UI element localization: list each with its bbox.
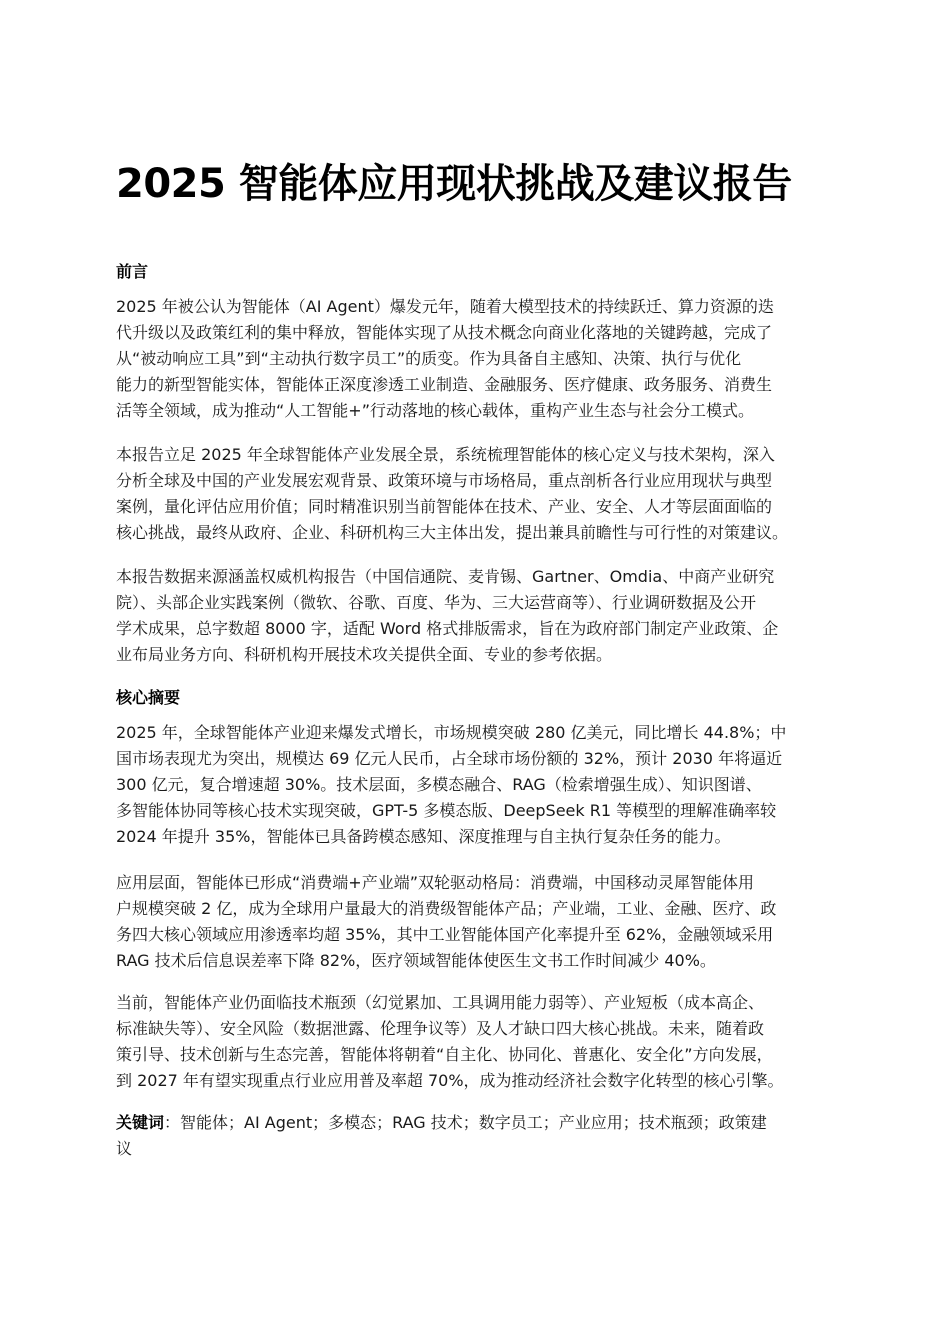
keywords-line: 议 xyxy=(116,1139,133,1158)
text-line: 活等全领域，成为推动“人工智能+”行动落地的核心载体，重构产业生态与社会分工模式。 xyxy=(116,401,754,420)
text-line: 当前，智能体产业仍面临技术瓶颈（幻觉累加、工具调用能力弱等）、产业短板（成本高企、 xyxy=(116,993,765,1012)
text-line: 300 亿元，复合增速超 30%。技术层面，多模态融合、RAG（检索增强生成）、知识图谱、 xyxy=(116,775,762,794)
text-line: 业布局业务方向、科研机构开展技术攻关提供全面、专业的参考依据。 xyxy=(116,645,613,664)
text-line: 案例，量化评估应用价值；同时精准识别当前智能体在技术、产业、安全、人才等层面面临的 xyxy=(116,497,773,516)
keywords-text: 智能体；AI Agent；多模态；RAG 技术；数字员工；产业应用；技术瓶颈；政策建 xyxy=(180,1113,767,1132)
text-line: 代升级以及政策红利的集中释放，智能体实现了从技术概念向商业化落地的关键跨越，完成了 xyxy=(116,323,773,342)
text-line: 2025 年，全球智能体产业迎来爆发式增长，市场规模突破 280 亿美元，同比增长 44.8%；中 xyxy=(116,723,787,742)
text-line: 务四大核心领域应用渗透率均超 35%，其中工业智能体国产化率提升至 62%，金融领域采用 xyxy=(116,925,774,944)
keywords-line xyxy=(116,1110,850,1136)
text-line: RAG 技术后信息误差率下降 82%，医疗领域智能体使医生文书工作时间减少 40%。 xyxy=(116,951,716,970)
text-line: 应用层面，智能体已形成“消费端+产业端”双轮驱动格局：消费端，中国移动灵犀智能体用 xyxy=(116,873,754,892)
summary-paragraph-1 xyxy=(116,720,850,850)
document-title: 2025 智能体应用现状挑战及建议报告 xyxy=(116,161,792,207)
preface-paragraph-3 xyxy=(116,564,850,668)
text-line: 分析全球及中国的产业发展宏观背景、政策环境与市场格局，重点剖析各行业应用现状与典型 xyxy=(116,471,773,490)
text-line: 标准缺失等）、安全风险（数据泄露、伦理争议等）及人才缺口四大核心挑战。未来，随着政 xyxy=(116,1019,765,1038)
section-heading-preface: 前言 xyxy=(116,262,149,281)
text-line: 策引导、技术创新与生态完善，智能体将朝着“自主化、协同化、普惠化、安全化”方向发展， xyxy=(116,1045,773,1064)
text-line: 本报告立足 2025 年全球智能体产业发展全景，系统梳理智能体的核心定义与技术架构，深入 xyxy=(116,445,775,464)
keywords-label: 关键词 xyxy=(116,1113,165,1132)
text-line: 国市场表现尤为突出，规模达 69 亿元人民币，占全球市场份额的 32%，预计 2030 年将逼近 xyxy=(116,749,783,768)
summary-paragraph-2 xyxy=(116,870,850,974)
text-line: 核心挑战，最终从政府、企业、科研机构三大主体出发，提出兼具前瞻性与可行性的对策建议。 xyxy=(116,523,789,542)
summary-paragraph-3 xyxy=(116,990,850,1094)
text-line: 户规模突破 2 亿，成为全球用户量最大的消费级智能体产品；产业端，工业、金融、医疗、政 xyxy=(116,899,777,918)
text-line: 2024 年提升 35%，智能体已具备跨模态感知、深度推理与自主执行复杂任务的能力。 xyxy=(116,827,731,846)
preface-paragraph-2 xyxy=(116,442,850,546)
text-line: 从“被动响应工具”到“主动执行数字员工”的质变。作为具备自主感知、决策、执行与优化 xyxy=(116,349,742,368)
keywords-block xyxy=(116,1110,850,1162)
text-line: 多智能体协同等核心技术实现突破，GPT-5 多模态版、DeepSeek R1 等模型的理解准确率较 xyxy=(116,801,777,820)
keywords-separator: ： xyxy=(164,1113,181,1132)
text-line: 到 2027 年有望实现重点行业应用普及率超 70%，成为推动经济社会数字化转型的核心引擎。 xyxy=(116,1071,784,1090)
preface-paragraph-1 xyxy=(116,294,850,424)
text-line: 学术成果，总字数超 8000 字，适配 Word 格式排版需求，旨在为政府部门制定产业政策、企 xyxy=(116,619,779,638)
text-line: 2025 年被公认为智能体（AI Agent）爆发元年，随着大模型技术的持续跃迁、算力资源的迭 xyxy=(116,297,774,316)
text-line: 本报告数据来源涵盖权威机构报告（中国信通院、麦肯锡、Gartner、Omdia、中商产业研究 xyxy=(116,567,775,586)
text-line: 能力的新型智能实体，智能体正深度渗透工业制造、金融服务、医疗健康、政务服务、消费生 xyxy=(116,375,773,394)
text-line: 院）、头部企业实践案例（微软、谷歌、百度、华为、三大运营商等）、行业调研数据及公开 xyxy=(116,593,757,612)
section-heading-summary: 核心摘要 xyxy=(116,688,181,707)
